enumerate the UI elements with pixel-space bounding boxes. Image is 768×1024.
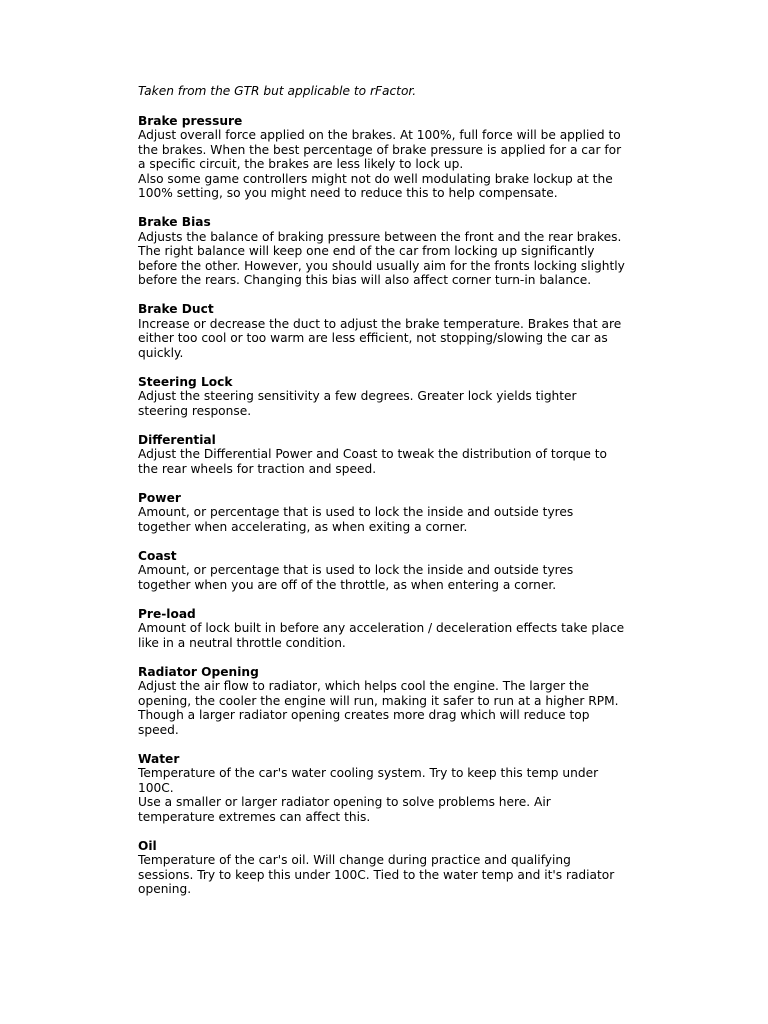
section-brake-duct (138, 302, 628, 360)
section-heading: Steering Lock (138, 374, 233, 389)
section-power (138, 491, 628, 535)
section-paragraph: Amount, or percentage that is used to lock the inside and outside tyres together when accelerating, as when exiting a corner. (138, 505, 574, 534)
section-heading: Brake Bias (138, 215, 211, 229)
section-heading: Water (138, 751, 180, 766)
section-heading: Power (138, 490, 181, 505)
section-paragraph: Adjust the steering sensitivity a few degrees. Greater lock yields tighter steering response. (138, 389, 577, 418)
section-differential (138, 433, 628, 477)
intro-text: Taken from the GTR but applicable to rFactor. (138, 84, 417, 98)
section-paragraph: Adjusts the balance of braking pressure between the front and the rear brakes. The right balance will keep one end of the car from locking up significantly before the other. However, you should usually aim for the fronts locking slightly before the rears. Changing this bias will also affect corner turn-in balance. (138, 229, 625, 287)
section-paragraph: Use a smaller or larger radiator opening to solve problems here. Air temperature extremes can affect this. (138, 795, 551, 824)
section-oil (138, 839, 628, 897)
section-paragraph: Temperature of the car's oil. Will change during practice and qualifying sessions. Try to keep this under 100C. Tied to the water temp and it's radiator opening. (138, 853, 615, 896)
section-paragraph: Increase or decrease the duct to adjust the brake temperature. Brakes that are either too cool or too warm are less efficient, not stopping/slowing the car as quickly. (138, 316, 622, 360)
section-paragraph: Adjust the air flow to radiator, which helps cool the engine. The larger the opening, the cooler the engine will run, making it safer to run at a higher RPM. Though a larger radiator opening creates more drag which will reduce top speed. (138, 679, 619, 737)
section-coast (138, 549, 628, 593)
section-heading: Brake Duct (138, 302, 214, 316)
section-paragraph: Amount of lock built in before any acceleration / deceleration effects take place like in a neutral throttle condition. (138, 621, 625, 650)
section-pre-load (138, 607, 628, 651)
section-heading: Oil (138, 838, 157, 853)
section-heading: Pre-load (138, 606, 196, 621)
section-paragraph: Temperature of the car's water cooling system. Try to keep this temp under 100C. (138, 766, 599, 795)
document-page (138, 84, 628, 911)
section-heading: Brake pressure (138, 113, 243, 128)
section-heading: Coast (138, 548, 177, 563)
section-heading: Differential (138, 432, 216, 447)
section-water (138, 752, 628, 825)
section-heading: Radiator Opening (138, 664, 259, 679)
section-steering-lock (138, 375, 628, 419)
section-paragraph: Also some game controllers might not do well modulating brake lockup at the 100% setting, so you might need to reduce this to help compensate. (138, 171, 613, 200)
section-radiator-opening (138, 665, 628, 738)
section-paragraph: Adjust overall force applied on the brakes. At 100%, full force will be applied to the brakes. When the best percentage of brake pressure is applied for a car for a specific circuit, the brakes are less likely to lock up. (138, 128, 622, 171)
section-brake-pressure (138, 114, 628, 201)
section-brake-bias (138, 215, 628, 288)
section-paragraph: Adjust the Differential Power and Coast to tweak the distribution of torque to the rear wheels for traction and speed. (138, 447, 608, 476)
section-paragraph: Amount, or percentage that is used to lock the inside and outside tyres together when you are off of the throttle, as when entering a corner. (138, 563, 574, 592)
